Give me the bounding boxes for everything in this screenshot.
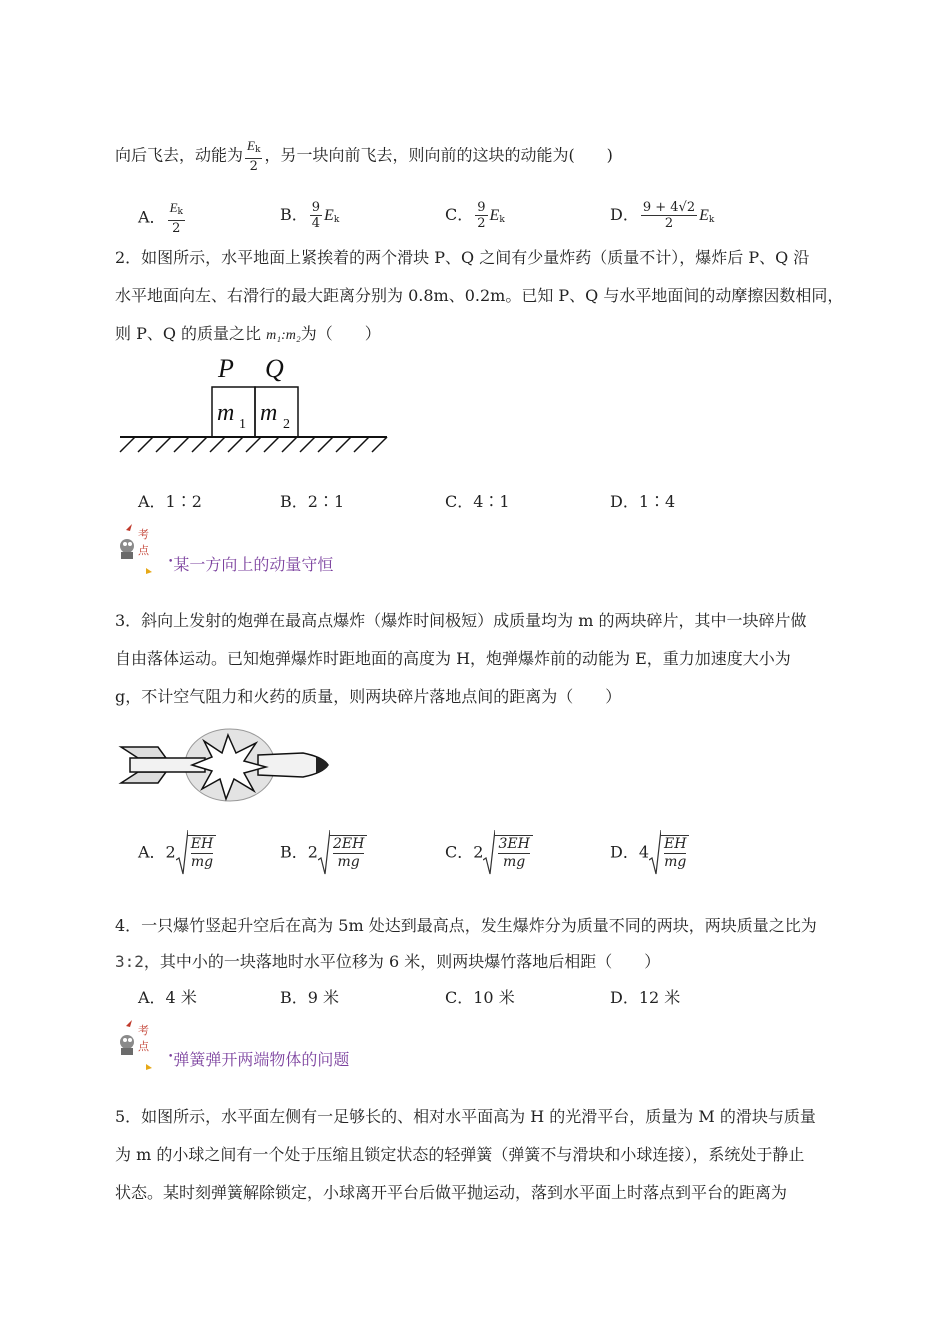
block-q-mass: m [260, 400, 278, 426]
sqrt-num: 2EH [332, 836, 365, 852]
sqrt-den: mg [337, 854, 360, 870]
badge-top-char: 考 [138, 1024, 149, 1037]
frac-num: E [247, 138, 255, 153]
q1-stem [115, 138, 613, 174]
blocks-figure [115, 350, 395, 460]
badge-bottom-char: 点 [138, 544, 149, 557]
q4-option-d[interactable]: D．12 米 [610, 988, 681, 1007]
label-q: Q [265, 354, 284, 383]
kaodian-title-1: •某一方向上的动量守恒 [168, 555, 334, 574]
kaodian-badge-icon [116, 1018, 156, 1072]
option-label: D．4 [610, 842, 650, 862]
kaodian-badge-icon [116, 522, 156, 576]
label-p: P [218, 354, 234, 383]
exploding-shell-figure [118, 725, 333, 815]
q5-stem-line3: 状态。某时刻弹簧解除锁定，小球离开平台后做平抛运动，落到水平面上时落点到平台的距离为 [115, 1183, 788, 1202]
sqrt-den: mg [190, 854, 214, 870]
option-fraction [475, 200, 487, 231]
q4-stem-line2 [115, 952, 660, 972]
sqrt-den: mg [502, 854, 526, 870]
option-label: D． [610, 205, 639, 224]
block-p-mass: m [217, 400, 235, 426]
frac-num: 9 [311, 200, 321, 215]
kaodian-title-text: 弹簧弹开两端物体的问题 [173, 1050, 350, 1069]
q2-line3-post: 为（ ） [300, 324, 381, 343]
q2-option-b[interactable]: B．2∶1 [280, 492, 345, 511]
sqrt-den: mg [664, 854, 687, 870]
badge-top-char: 考 [138, 528, 149, 541]
tail-fin-bottom [121, 772, 166, 783]
q3-option-b[interactable] [280, 830, 367, 876]
q4-option-c[interactable]: C．10 米 [445, 988, 515, 1007]
frac-den: 4 [311, 216, 321, 231]
q1-stem-fraction [245, 138, 262, 174]
option-label: A．2 [138, 842, 176, 862]
q5-stem-line1: 5．如图所示，水平面左侧有一足够长的、相对水平面高为 H 的光滑平台，质量为 M 的滑块与质量 [115, 1107, 816, 1126]
frac-num: 9 + 4√2 [642, 200, 696, 215]
q2-stem-line3 [115, 324, 381, 346]
q4-option-a[interactable]: A．4 米 [138, 988, 197, 1007]
sqrt-expression [176, 830, 216, 876]
q3-stem-line1: 3．斜向上发射的炮弹在最高点爆炸（爆炸时间极短）成质量均为 m 的两块碎片，其中一块碎片做 [115, 611, 807, 630]
sqrt-num: 3EH [498, 836, 530, 852]
q1-option-d[interactable] [610, 200, 714, 231]
q1-stem-pre: 向后飞去，动能为 [115, 145, 244, 165]
option-label: C． [445, 205, 474, 224]
shell-nose [316, 757, 328, 773]
sqrt-expression [649, 830, 689, 876]
tail-fin-top [121, 747, 166, 758]
option-tail-sub: k [333, 215, 340, 225]
q1-option-c[interactable] [445, 200, 505, 231]
q3-stem-line3: g，不计空气阻力和火药的质量，则两块碎片落地点间的距离为（ ） [115, 687, 622, 706]
q2-option-d[interactable]: D．1∶4 [610, 492, 676, 511]
option-tail: E [699, 207, 709, 224]
block-q-mass-sub: 2 [283, 417, 290, 432]
q2-stem-line1: 2．如图所示，水平地面上紧挨着的两个滑块 P、Q 之间有少量炸药（质量不计），爆炸后 P、Q 沿 [115, 248, 810, 267]
kaodian-title-2: •弹簧弹开两端物体的问题 [168, 1050, 350, 1069]
frac-num-sub: k [177, 207, 183, 217]
badge-bottom-char: 点 [138, 1040, 149, 1053]
q3-option-a[interactable] [138, 830, 216, 876]
sqrt-num: EH [190, 836, 214, 852]
option-tail-sub: k [708, 215, 715, 225]
frac-den: 2 [664, 216, 674, 231]
ground-hatch [120, 437, 387, 452]
option-label: C．2 [445, 842, 484, 862]
option-fraction [310, 200, 322, 231]
q1-stem-post: ，另一块向前飞去，则向前的这块的动能为( ) [264, 145, 613, 165]
q4-option-b[interactable]: B．9 米 [280, 988, 340, 1007]
sqrt-num: EH [664, 836, 687, 852]
q2-option-a[interactable]: A．1∶2 [138, 492, 202, 511]
q2-line3-pre: 则 P、Q 的质量之比 [115, 324, 267, 343]
q2-stem-line2: 水平地面向左、右滑行的最大距离分别为 0.8m、0.2m。已知 P、Q 与水平地面间的动摩擦因数相同， [115, 286, 844, 305]
option-label: A． [138, 207, 166, 227]
q1-option-a[interactable] [138, 200, 187, 236]
q3-option-c[interactable] [445, 830, 533, 876]
sqrt-expression [318, 830, 367, 876]
frac-num-sub: k [254, 145, 261, 155]
option-fraction [641, 200, 697, 231]
frac-num: 9 [477, 200, 486, 215]
q3-stem-line2: 自由落体运动。已知炮弹爆炸时距地面的高度为 H，炮弹爆炸前的动能为 E，重力加速度大小为 [115, 649, 791, 668]
frac-den: 2 [249, 159, 258, 174]
block-p-mass-sub: 1 [239, 417, 246, 432]
frac-den: 2 [172, 221, 181, 236]
frac-num: E [169, 200, 178, 215]
option-label: B．2 [280, 842, 318, 862]
mass-ratio: m₁:m₂ [266, 328, 301, 343]
option-tail-sub: k [499, 215, 505, 225]
q5-stem-line2: 为 m 的小球之间有一个处于压缩且锁定状态的轻弹簧（弹簧不与滑块和小球连接），系统处于静止 [115, 1145, 805, 1164]
q4-line2-post: ，其中小的一块落地时水平位移为 6 米，则两块爆竹落地后相距（ ） [143, 952, 661, 971]
option-label: B． [280, 205, 308, 224]
mass-ratio: 3:2 [115, 952, 144, 971]
option-tail: E [489, 207, 500, 224]
sqrt-expression [483, 830, 532, 876]
q2-option-c[interactable]: C．4∶1 [445, 492, 510, 511]
q3-option-d[interactable] [610, 830, 689, 876]
kaodian-title-text: 某一方向上的动量守恒 [173, 555, 334, 574]
q1-option-b[interactable] [280, 200, 339, 231]
option-tail: E [324, 207, 334, 224]
option-fraction [168, 200, 185, 236]
frac-den: 2 [477, 216, 486, 231]
q4-stem-line1: 4．一只爆竹竖起升空后在高为 5m 处达到最高点，发生爆炸分为质量不同的两块，两块质量之比为 [115, 916, 817, 935]
